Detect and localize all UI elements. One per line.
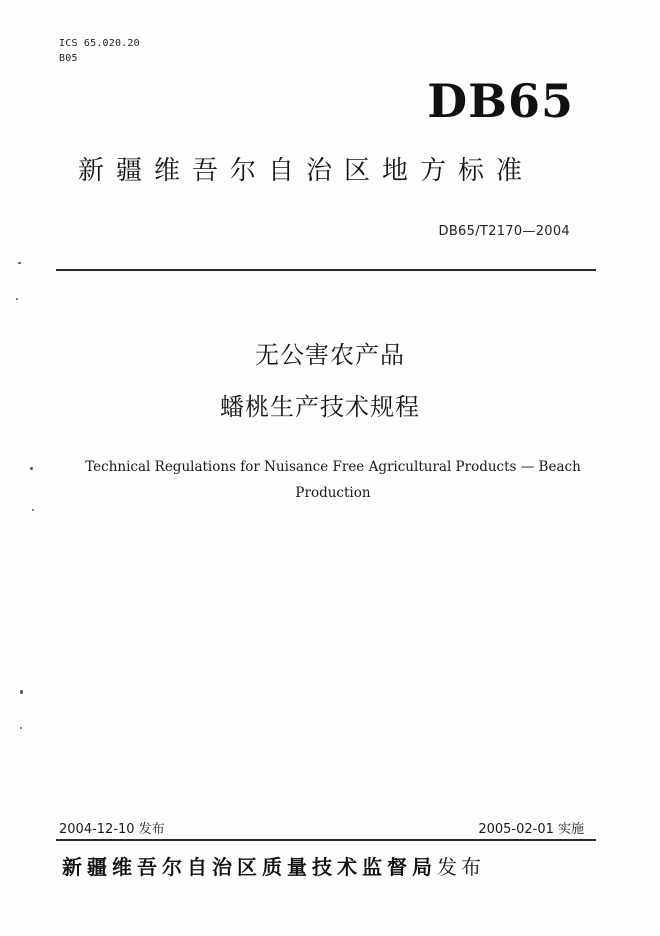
classification-codes [59,36,140,66]
issuing-body-name: 新疆维吾尔自治区质量技术监督局 [62,855,437,879]
ccs-code: B05 [59,53,78,64]
issuer-title: 新疆维吾尔自治区地方标准 [78,156,535,186]
scan-speck [32,509,34,511]
scan-speck [30,467,33,470]
issuing-body-suffix: 发布 [437,855,485,879]
standard-mark: DB65 [427,74,574,128]
scan-speck [16,298,18,300]
title-english [68,454,598,506]
scan-speck [20,690,23,694]
issue-date: 2004-12-10 发布 [59,822,165,837]
title-chinese-line2: 蟠桃生产技术规程 [220,393,420,421]
implementation-date: 2005-02-01 实施 [478,822,584,837]
footer-divider [56,839,596,841]
ics-code: ICS 65.020.20 [59,38,140,49]
title-english-line2: Production [295,485,371,501]
header-divider [56,269,596,271]
standard-number: DB65/T2170—2004 [438,224,570,239]
title-chinese-line1: 无公害农产品 [255,341,405,369]
title-english-line1: Technical Regulations for Nuisance Free Agricultural Products — Beach [85,459,581,475]
issuing-body [62,851,485,880]
scan-speck [18,262,21,264]
scan-speck [20,727,22,729]
